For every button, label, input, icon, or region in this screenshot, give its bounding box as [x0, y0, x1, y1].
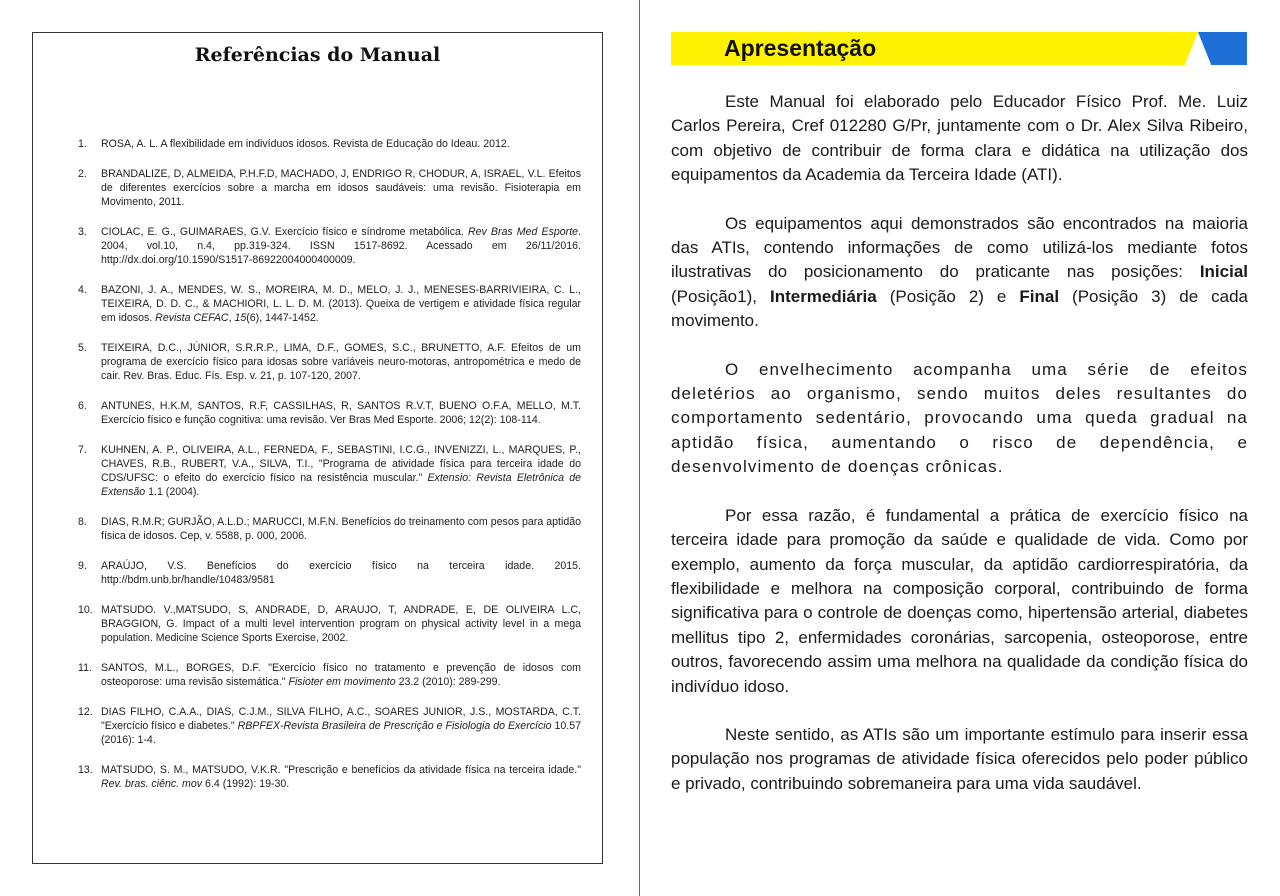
- reference-item: [78, 603, 581, 645]
- reference-number: 9.: [78, 560, 87, 572]
- reference-item: [78, 705, 581, 747]
- text-run: (Posição 3) de cada movimento.: [671, 286, 1249, 331]
- text-run: CIOLAC, E. G., GUIMARAES, G.V. Exercício físico e síndrome metabólica.: [101, 226, 468, 238]
- text-run: ROSA, A. L. A flexibilidade em indivíduos idosos. Revista de Educação do Ideau. 2012.: [101, 138, 510, 150]
- reference-number: 2.: [78, 168, 87, 180]
- reference-number: 4.: [78, 284, 87, 296]
- right-page: [640, 0, 1280, 896]
- text-run: Por essa razão, é fundamental a prática de exercício físico na terceira idade para promoção da saúde e qualidade de vida. Como por exemplo, aumento da força muscular, da aptidão cardiorrespiratória, da flexibilidade e melhora na composição corporal, contribuindo de forma significativa para o controle de doenças como, hipertensão arterial, diabetes mellitus tipo 2, enfermidades coronárias, sarcopenia, osteoporose, entre outros, favorecendo assim uma melhora na qualidade da condição física do indivíduo idoso.: [671, 505, 1248, 696]
- text-run: TEIXEIRA, D.C., JÚNIOR, S.R.R.P., LIMA, D.F., GOMES, S.C., BRUNETTO, A.F. Efeitos de um programa de exercício físico para idosas sobre variáveis neuro-motoras, antropométrica e medo de cair. Rev. Bras. Educ. Fís. Esp. v. 21, p. 107-120, 2007.: [101, 342, 581, 382]
- text-run: KUHNEN, A. P., OLIVEIRA, A.L., FERNEDA, F., SEBASTINI, I.C.G., INVENIZZI, L., MARQUES, P., CHAVES, R.B., RUBERT, V.A., SILVA, T.I., "Programa de atividade física para terceira idade do CDS/UFSC: o efeito do exercício físico na resistência muscular.": [101, 444, 581, 484]
- reference-number: 13.: [78, 764, 93, 776]
- reference-item: [78, 225, 581, 267]
- bold-text: Final: [1019, 286, 1060, 306]
- italic-text: Extensio: Revista Eletrônica de Extensão: [101, 472, 581, 498]
- reference-item: [78, 515, 581, 543]
- reference-number: 11.: [78, 662, 92, 674]
- reference-number: 7.: [78, 444, 87, 456]
- text-run: DIAS, R.M.R; GURJÃO, A.L.D.; MARUCCI, M.F.N. Benefícios do treinamento com pesos para aptidão física de idosos. Cep, v. 5588, p. 000, 2006.: [101, 516, 581, 542]
- reference-item: [78, 559, 581, 587]
- text-run: (Posição1),: [671, 286, 770, 306]
- text-run: Este Manual foi elaborado pelo Educador Físico Prof. Me. Luiz Carlos Pereira, Cref 012280 G/Pr, juntamente com o Dr. Alex Silva Ribeiro, com objetivo de contribuir de forma clara e didática na utilização dos equipamentos da Academia da Terceira Idade (ATI).: [671, 92, 1248, 185]
- italic-text: Rev Bras Med Esporte: [467, 226, 579, 238]
- reference-item: [78, 341, 581, 383]
- paragraph: [671, 504, 1248, 699]
- references-list: [78, 137, 581, 807]
- reference-item: [78, 763, 581, 791]
- reference-item: [78, 283, 581, 325]
- section-title-tab: [1198, 32, 1247, 65]
- paragraph: [671, 723, 1248, 796]
- italic-text: RBPFEX-Revista Brasileira de Prescrição e Fisiologia do Exercício: [237, 720, 552, 732]
- text-run: MATSUDO. V.,MATSUDO, S, ANDRADE, D, ARAUJO, T, ANDRADE, E, DE OLIVEIRA L.C, BRAGGION, G. Impact of a multi level intervention program on physical activity level in a mega population. Medicine Science Sports Exercise, 2002.: [101, 604, 581, 644]
- text-run: Neste sentido, as ATIs são um importante estímulo para inserir essa população nos programas de atividade física oferecidos pelo poder público e privado, contribuindo sobremaneira para uma vida saudável.: [671, 724, 1248, 793]
- text-run: MATSUDO, S. M., MATSUDO, V.K.R. "Prescrição e benefícios da atividade física na terceira idade.": [101, 764, 581, 776]
- text-run: 6.4 (1992): 19-30.: [202, 778, 290, 790]
- text-run: ,: [228, 312, 235, 324]
- reference-item: [78, 167, 581, 209]
- text-run: O envelhecimento acompanha uma série de efeitos deletérios ao organismo, sendo muitos deles resultantes do comportamento sedentário, provocando uma queda gradual na aptidão física, aumentando o risco de dependência, e desenvolvimento de doenças crônicas.: [671, 359, 1248, 477]
- text-run: BRANDALIZE, D, ALMEIDA, P.H.F.D, MACHADO, J, ENDRIGO R, CHODUR, A, ISRAEL, V.L. Efeitos de diferentes exercícios sobre a marcha em idosos saudáveis: uma revisão. Fisioterapia em Movimento, 2011.: [101, 168, 581, 208]
- paragraph: [671, 358, 1248, 480]
- reference-number: 12.: [78, 706, 93, 718]
- reference-number: 5.: [78, 342, 87, 354]
- bold-text: Inicial: [1199, 262, 1248, 282]
- reference-item: [78, 443, 581, 499]
- reference-item: [78, 137, 581, 151]
- references-title: Referências do Manual: [194, 44, 441, 66]
- text-run: 10.57 (2016): 1-4.: [101, 720, 581, 746]
- italic-text: Revista CEFAC: [155, 312, 229, 324]
- presentation-text: [671, 90, 1248, 820]
- reference-number: 10.: [78, 604, 93, 616]
- italic-text: Fisioter em movimento: [288, 676, 396, 688]
- bold-text: Intermediária: [769, 286, 877, 306]
- text-run: SANTOS, M.L., BORGES, D.F. "Exercício físico no tratamento e prevenção de idosos com osteoporose: uma revisão sistemática.": [101, 662, 581, 688]
- text-run: 1.1 (2004).: [145, 486, 200, 498]
- text-run: ANTUNES, H.K.M, SANTOS, R.F, CASSILHAS, R, SANTOS R.V.T, BUENO O.F.A, MELLO, M.T. Exercício físico e função cognitiva: uma revisão. Ver Bras Med Esporte. 2006; 12(2): 108-114.: [101, 400, 581, 426]
- section-title: Apresentação: [724, 35, 877, 61]
- reference-number: 3.: [78, 226, 87, 238]
- italic-text: Rev. bras. ciênc. mov: [101, 778, 203, 790]
- text-run: . 2004, vol.10, n.4, pp.319-324. ISSN 1517-8692. Acessado em 26/11/2016. http://dx.doi.org/10.1590/S1517-86922004000400009.: [101, 226, 581, 266]
- reference-item: [78, 661, 581, 689]
- text-run: BAZONI, J. A., MENDES, W. S., MOREIRA, M. D., MELO, J. J., MENESES-BARRIVIEIRA, C. L., TEIXEIRA, D. D. C., & MACHIORI, L. L. D. M. (2013). Queixa de vertigem e atividade física regular em idosos.: [101, 284, 581, 324]
- paragraph: [671, 90, 1248, 188]
- reference-number: 1.: [78, 138, 87, 150]
- reference-number: 6.: [78, 400, 87, 412]
- text-run: 23.2 (2010): 289-299.: [395, 676, 501, 688]
- text-run: DIAS FILHO, C.A.A., DIAS, C.J.M., SILVA FILHO, A.C., SOARES JUNIOR, J.S., MOSTARDA, C.T. "Exercício físico e diabetes.": [101, 706, 581, 732]
- text-run: (Posição 2) e: [876, 286, 1020, 306]
- italic-text: 15: [234, 312, 247, 324]
- text-run: Os equipamentos aqui demonstrados são encontrados na maioria das ATIs, contendo informações de como utilizá-los mediante fotos ilustrativas do posicionamento do praticante nas posições:: [671, 213, 1248, 282]
- reference-item: [78, 399, 581, 427]
- reference-number: 8.: [78, 516, 87, 528]
- paragraph: [671, 212, 1248, 334]
- text-run: (6), 1447-1452.: [246, 312, 319, 324]
- text-run: ARAÚJO, V.S. Benefícios do exercício físico na terceira idade. 2015. http://bdm.unb.br/handle/10483/9581: [101, 560, 581, 586]
